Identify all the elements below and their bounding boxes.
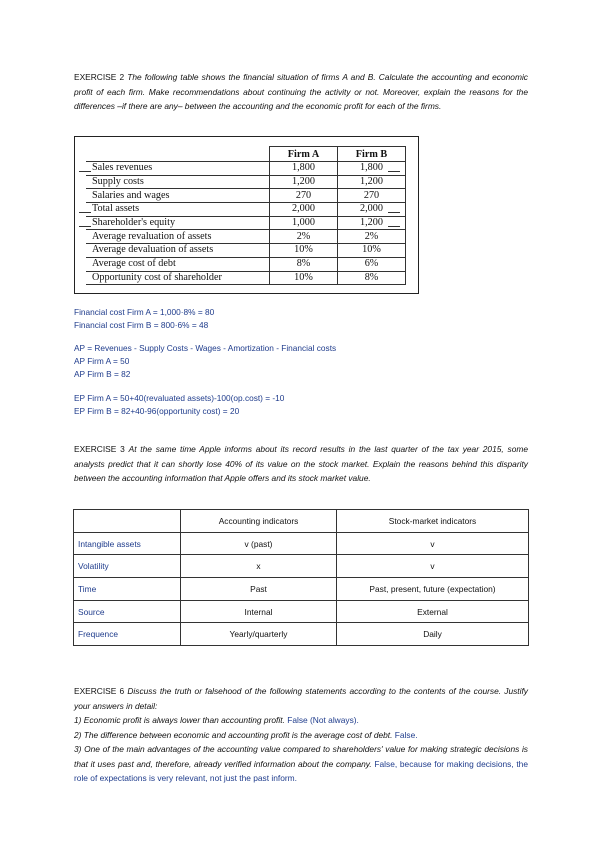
stock-market-cell: v [337, 555, 529, 578]
table-row [86, 244, 406, 258]
exercise-3-prompt [74, 442, 528, 486]
table-row [86, 257, 406, 271]
row-label: Intangible assets [74, 532, 181, 555]
accounting-cell: x [181, 555, 337, 578]
answer-line: AP = Revenues - Supply Costs - Wages - Amortization - Financial costs [74, 343, 337, 353]
header-cell: Stock-market indicators [337, 510, 529, 533]
firm-a-value: 2% [270, 230, 338, 244]
financial-table-frame [74, 136, 419, 294]
firm-a-value: 2,000 [270, 203, 338, 217]
firm-b-value: 270 [338, 189, 406, 203]
statement-3: 3) One of the main advantages of the accounting value compared to shareholders' value for making strategic decisions is that it uses past and, therefore, already verified information about the company. [74, 744, 528, 769]
leader-tick [79, 171, 91, 172]
exercise-6-prompt [74, 684, 528, 786]
row-label: Salaries and wages [86, 189, 270, 203]
table-row [74, 532, 529, 555]
financial-table [86, 146, 406, 285]
firm-b-value: 1,800 [338, 162, 406, 176]
row-label: Source [74, 600, 181, 623]
answer-line: EP Firm B = 82+40-96(opportunity cost) = 20 [74, 406, 240, 416]
firm-a-value: 1,800 [270, 162, 338, 176]
firm-a-value: 1,000 [270, 216, 338, 230]
firm-a-value: 10% [270, 244, 338, 258]
header-cell: Accounting indicators [181, 510, 337, 533]
table-header-row [86, 147, 406, 162]
row-label: Total assets [86, 203, 270, 217]
leader-tick [388, 226, 400, 227]
table-row [86, 162, 406, 176]
exercise-3-title: EXERCISE 3 [74, 444, 125, 454]
answer-1: False (Not always). [287, 715, 359, 725]
header-cell [86, 147, 270, 162]
answer-line: Financial cost Firm A = 1,000·8% = 80 [74, 307, 215, 317]
accounting-cell: Internal [181, 600, 337, 623]
firm-b-value: 1,200 [338, 216, 406, 230]
statement-2: 2) The difference between economic and accounting profit is the average cost of debt. [74, 729, 393, 740]
row-label: Supply costs [86, 175, 270, 189]
firm-a-value: 1,200 [270, 175, 338, 189]
answer-line: EP Firm A = 50+40(revaluated assets)-100(op.cost) = -10 [74, 393, 285, 403]
leader-tick [79, 212, 91, 213]
table-row [86, 175, 406, 189]
leader-tick [388, 212, 400, 213]
firm-b-value: 1,200 [338, 175, 406, 189]
answer-3: False, because for making decisions, the role of expectations is very relevant, not just the past inform. [74, 758, 529, 783]
row-label: Average devaluation of assets [86, 244, 270, 258]
row-label: Average cost of debt [86, 257, 270, 271]
row-label: Average revaluation of assets [86, 230, 270, 244]
table-row [86, 216, 406, 230]
table-header-row [74, 510, 529, 533]
table-row [86, 203, 406, 217]
row-label: Shareholder's equity [86, 216, 270, 230]
row-label: Time [74, 578, 181, 601]
leader-tick [79, 226, 91, 227]
stock-market-cell: Daily [337, 623, 529, 646]
stock-market-cell: Past, present, future (expectation) [337, 578, 529, 601]
accounting-cell: v (past) [181, 532, 337, 555]
firm-a-value: 8% [270, 257, 338, 271]
exercise-3-text: At the same time Apple informs about its record results in the last quarter of the tax year 2015, some analysts predict that it can shortly lose 40% of its value on the stock market. Explain the reasons behind this disparity between the accounting information that Apple offers and its stock market value. [74, 444, 529, 483]
table-row [86, 271, 406, 285]
table-row [74, 578, 529, 601]
header-cell [74, 510, 181, 533]
table-row [86, 189, 406, 203]
accounting-cell: Yearly/quarterly [181, 623, 337, 646]
row-label: Opportunity cost of shareholder [86, 271, 270, 285]
firm-b-value: 6% [338, 257, 406, 271]
exercise-2-prompt [74, 70, 528, 114]
exercise-6-text: Discuss the truth or falsehood of the following statements according to the contents of the course. Justify your answers in detail: [74, 686, 528, 711]
stock-market-cell: v [337, 532, 529, 555]
exercise-2-text: The following table shows the financial situation of firms A and B. Calculate the accounting and economic profit of each firm. Make recommendations about continuing the activity or not. Moreover, explain the reasons for the differences –if there are any– between the accounting and the economic profit for each of the firms. [74, 72, 528, 111]
accounting-cell: Past [181, 578, 337, 601]
row-label: Sales revenues [86, 162, 270, 176]
indicators-table [73, 509, 529, 646]
exercise-6-title: EXERCISE 6 [74, 686, 125, 696]
header-cell: Firm B [338, 147, 406, 162]
header-cell: Firm A [270, 147, 338, 162]
firm-b-value: 2% [338, 230, 406, 244]
leader-tick [388, 171, 400, 172]
answer-line: Financial cost Firm B = 800·6% = 48 [74, 320, 209, 330]
table-row [86, 230, 406, 244]
table-row [74, 600, 529, 623]
answer-line: AP Firm B = 82 [74, 369, 131, 379]
answer-line: AP Firm A = 50 [74, 356, 130, 366]
stock-market-cell: External [337, 600, 529, 623]
exercise-2-title: EXERCISE 2 [74, 72, 125, 82]
answer-2: False. [394, 729, 418, 740]
firm-b-value: 2,000 [338, 203, 406, 217]
firm-a-value: 10% [270, 271, 338, 285]
firm-b-value: 8% [338, 271, 406, 285]
row-label: Frequence [74, 623, 181, 646]
table-row [74, 623, 529, 646]
table-row [74, 555, 529, 578]
statement-1: 1) Economic profit is always lower than accounting profit. [74, 715, 285, 725]
firm-a-value: 270 [270, 189, 338, 203]
row-label: Volatility [74, 555, 181, 578]
firm-b-value: 10% [338, 244, 406, 258]
